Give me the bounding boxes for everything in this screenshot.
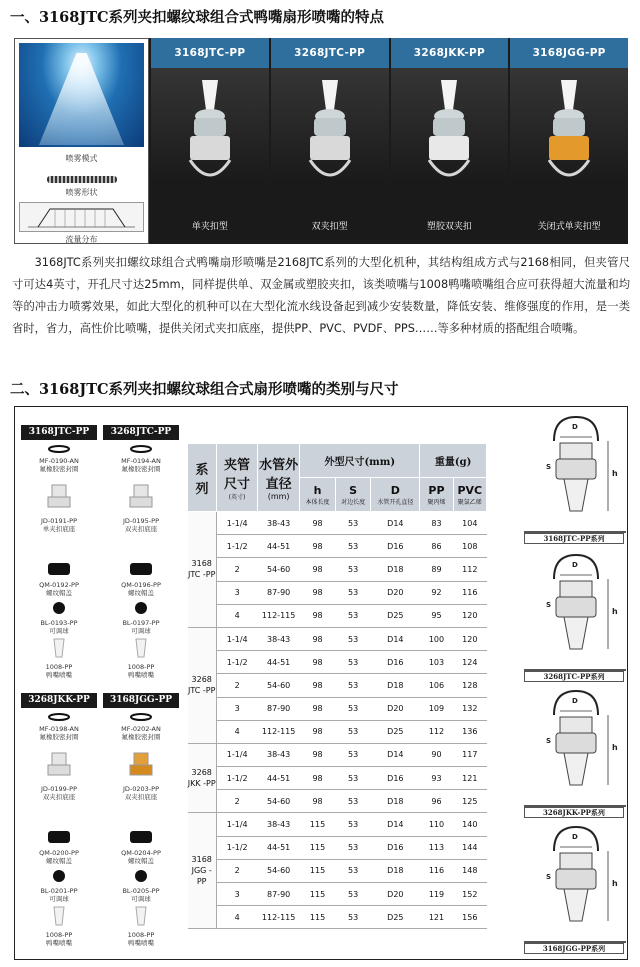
table-cell: 115 — [300, 836, 336, 859]
col-pvc: PVC 聚氯乙烯 — [453, 478, 486, 512]
part-code: BL-0193-PP — [40, 619, 78, 627]
dim-s-label: S — [546, 463, 552, 471]
table-cell: 53 — [335, 674, 371, 697]
part-desc: 螺纹帽盖 — [46, 589, 72, 597]
part-item — [19, 869, 99, 903]
part-image — [101, 601, 181, 617]
table-cell: 112-115 — [258, 720, 300, 743]
model-name: 3168JGG-PP — [510, 38, 628, 68]
part-item — [101, 601, 181, 635]
part-image — [101, 561, 181, 579]
table-cell: 106 — [420, 674, 453, 697]
table-row — [188, 906, 487, 929]
diagram-label: 3268JKK-PP系列 — [524, 807, 624, 818]
table-row — [188, 604, 487, 627]
dim-s-label: S — [546, 601, 552, 609]
part-code: QM-0204-PP — [121, 849, 161, 857]
table-cell: 54-60 — [258, 790, 300, 813]
dimension-diagram — [524, 549, 626, 671]
table-cell: 98 — [300, 535, 336, 558]
part-item — [19, 751, 99, 801]
table-row — [188, 535, 487, 558]
nozzle-photo — [419, 78, 479, 198]
part-item — [101, 869, 181, 903]
table-cell: 54-60 — [258, 674, 300, 697]
nozzle-photo — [180, 78, 240, 198]
table-cell: 87-90 — [258, 883, 300, 906]
table-cell: 117 — [453, 743, 486, 766]
table-cell: 53 — [335, 627, 371, 650]
table-cell: D14 — [371, 627, 420, 650]
table-cell: 53 — [335, 604, 371, 627]
table-cell: 4 — [216, 906, 257, 929]
col-h: h 本体长度 — [300, 478, 336, 512]
part-image — [19, 483, 99, 515]
table-cell: 3 — [216, 581, 257, 604]
table-cell: 53 — [335, 720, 371, 743]
model-caption: 塑胶双夹扣 — [426, 222, 472, 232]
dimension-diagram — [524, 411, 626, 533]
table-cell: 3 — [216, 697, 257, 720]
part-desc: 鸭嘴喷嘴 — [128, 671, 154, 679]
table-row — [188, 813, 487, 836]
table-cell: 98 — [300, 558, 336, 581]
table-row — [188, 697, 487, 720]
model-caption: 单夹扣型 — [191, 222, 228, 232]
part-code: JD-0199-PP — [41, 785, 77, 793]
dimension-diagram — [524, 821, 626, 943]
table-cell: 152 — [453, 883, 486, 906]
part-item — [101, 829, 181, 865]
table-cell: 1-1/4 — [216, 627, 257, 650]
part-desc: 可调球 — [49, 627, 69, 635]
specification-panel — [14, 406, 628, 960]
table-cell: D14 — [371, 743, 420, 766]
dim-h-label: h — [612, 743, 618, 752]
part-code: BL-0197-PP — [122, 619, 160, 627]
part-desc: 螺纹帽盖 — [46, 857, 72, 865]
part-desc: 氟橡胶密封圈 — [121, 465, 161, 473]
table-cell: 38-43 — [258, 512, 300, 535]
part-desc: 单夹扣底座 — [42, 525, 76, 533]
part-code: QM-0196-PP — [121, 581, 161, 589]
part-code: 1008-PP — [127, 663, 155, 671]
part-image — [101, 713, 181, 723]
table-row — [188, 743, 487, 766]
dimension-diagram — [524, 685, 626, 807]
part-code: 1008-PP — [127, 931, 155, 939]
table-cell: 98 — [300, 604, 336, 627]
table-cell: 115 — [300, 883, 336, 906]
table-cell: 90 — [420, 743, 453, 766]
table-cell: D16 — [371, 767, 420, 790]
table-cell: D16 — [371, 535, 420, 558]
table-cell: D16 — [371, 836, 420, 859]
part-image — [19, 561, 99, 579]
table-cell: 53 — [335, 859, 371, 882]
table-cell: 125 — [453, 790, 486, 813]
model-name: 3268JKK-PP — [391, 38, 509, 68]
part-item — [101, 905, 181, 947]
table-cell: D14 — [371, 512, 420, 535]
table-cell: D25 — [371, 604, 420, 627]
part-code: MF-0202-AN — [121, 725, 161, 733]
part-desc: 可调球 — [131, 895, 151, 903]
part-image — [19, 869, 99, 885]
part-image — [101, 905, 181, 929]
table-cell: 121 — [420, 906, 453, 929]
part-desc: 螺纹帽盖 — [128, 589, 154, 597]
table-cell: D18 — [371, 859, 420, 882]
table-cell: D25 — [371, 720, 420, 743]
table-cell: 120 — [453, 604, 486, 627]
part-item — [19, 483, 99, 533]
part-desc: 可调球 — [49, 895, 69, 903]
table-cell: 112 — [420, 720, 453, 743]
part-code: JD-0203-PP — [123, 785, 159, 793]
col-dims: 外型尺寸(mm) — [300, 444, 420, 478]
table-row — [188, 558, 487, 581]
series-name: 3268 JTC -PP — [188, 627, 217, 743]
table-cell: 100 — [420, 627, 453, 650]
table-cell: 83 — [420, 512, 453, 535]
table-row — [188, 627, 487, 650]
table-cell: 53 — [335, 883, 371, 906]
table-cell: 1-1/2 — [216, 836, 257, 859]
part-desc: 双夹扣底座 — [124, 793, 158, 801]
table-cell: 103 — [420, 651, 453, 674]
part-item — [101, 561, 181, 597]
part-image — [101, 869, 181, 885]
part-item — [101, 483, 181, 533]
table-row — [188, 859, 487, 882]
series-name: 3168 JGG -PP — [188, 813, 217, 929]
table-cell: 93 — [420, 767, 453, 790]
table-cell: 98 — [300, 767, 336, 790]
table-cell: 53 — [335, 836, 371, 859]
col-pipe: 水管外直径 (mm) — [258, 444, 300, 512]
table-row — [188, 512, 487, 535]
table-cell: 53 — [335, 581, 371, 604]
table-cell: D16 — [371, 651, 420, 674]
nozzle-photo — [539, 78, 599, 198]
model-caption: 关闭式单夹扣型 — [537, 222, 601, 232]
part-image — [19, 905, 99, 929]
spray-photo — [19, 43, 144, 147]
part-image — [101, 445, 181, 455]
part-code: MF-0190-AN — [39, 457, 79, 465]
table-cell: 98 — [300, 512, 336, 535]
table-cell: 156 — [453, 906, 486, 929]
table-cell: 1-1/4 — [216, 512, 257, 535]
table-cell: 140 — [453, 813, 486, 836]
table-cell: 98 — [300, 720, 336, 743]
part-image — [19, 601, 99, 617]
part-desc: 螺纹帽盖 — [128, 857, 154, 865]
part-item — [101, 713, 181, 741]
table-cell: 1-1/4 — [216, 743, 257, 766]
part-code: MF-0194-AN — [121, 457, 161, 465]
model-name: 3168JTC-PP — [151, 38, 269, 68]
dim-h-label: h — [612, 469, 618, 478]
table-cell: 53 — [335, 535, 371, 558]
table-cell: 53 — [335, 906, 371, 929]
part-image — [19, 713, 99, 723]
table-cell: 1-1/2 — [216, 535, 257, 558]
table-cell: 38-43 — [258, 627, 300, 650]
table-cell: 116 — [420, 859, 453, 882]
table-cell: 96 — [420, 790, 453, 813]
model-column — [510, 38, 628, 244]
table-cell: 128 — [453, 674, 486, 697]
table-cell: D25 — [371, 906, 420, 929]
part-image — [101, 637, 181, 661]
table-cell: 53 — [335, 790, 371, 813]
dim-s-label: S — [546, 737, 552, 745]
table-cell: 2 — [216, 790, 257, 813]
part-item — [19, 445, 99, 473]
table-cell: 92 — [420, 581, 453, 604]
table-cell: 53 — [335, 767, 371, 790]
table-cell: 115 — [300, 859, 336, 882]
model-column — [271, 38, 389, 244]
spray-shape-label: 喷雾形状 — [65, 188, 98, 197]
table-cell: 115 — [300, 813, 336, 836]
table-cell: 44-51 — [258, 535, 300, 558]
diagram-label: 3168JTC-PP系列 — [524, 533, 624, 544]
table-cell: 3 — [216, 883, 257, 906]
table-cell: 2 — [216, 558, 257, 581]
table-cell: 53 — [335, 743, 371, 766]
part-image — [19, 637, 99, 661]
table-cell: 87-90 — [258, 581, 300, 604]
part-desc: 鸭嘴喷嘴 — [128, 939, 154, 947]
table-cell: 89 — [420, 558, 453, 581]
spray-mode-label: 喷雾模式 — [65, 154, 98, 163]
table-cell: 2 — [216, 674, 257, 697]
table-cell: 136 — [453, 720, 486, 743]
dimension-diagrams — [520, 407, 626, 959]
col-pp: PP 聚丙烯 — [420, 478, 453, 512]
part-item — [19, 905, 99, 947]
table-cell: 108 — [453, 535, 486, 558]
table-cell: 121 — [453, 767, 486, 790]
part-image — [19, 751, 99, 783]
table-cell: 53 — [335, 697, 371, 720]
table-cell: D14 — [371, 813, 420, 836]
table-cell: 98 — [300, 790, 336, 813]
table-cell: 132 — [453, 697, 486, 720]
table-cell: 112-115 — [258, 906, 300, 929]
table-cell: 144 — [453, 836, 486, 859]
diagram-label: 3268JTC-PP系列 — [524, 671, 624, 682]
table-cell: 1-1/4 — [216, 813, 257, 836]
col-clamp: 夹管尺寸 (英寸) — [216, 444, 257, 512]
part-desc: 氟橡胶密封圈 — [39, 465, 79, 473]
part-code: 1008-PP — [45, 931, 73, 939]
model-name: 3268JTC-PP — [271, 38, 389, 68]
table-cell: 44-51 — [258, 651, 300, 674]
parts-header: 3168JTC-PP — [21, 425, 97, 440]
spray-shape-image — [47, 176, 117, 183]
table-cell: 98 — [300, 581, 336, 604]
table-cell: 53 — [335, 813, 371, 836]
part-image — [101, 483, 181, 515]
part-item — [19, 713, 99, 741]
spray-info-box — [14, 38, 149, 244]
flow-distribution-label: 流量分布 — [65, 235, 98, 244]
table-row — [188, 651, 487, 674]
model-column — [151, 38, 269, 244]
dim-d-label: D — [572, 697, 578, 705]
table-cell: D18 — [371, 790, 420, 813]
part-desc: 双夹扣底座 — [42, 793, 76, 801]
table-row — [188, 883, 487, 906]
table-cell: 98 — [300, 674, 336, 697]
table-cell: D20 — [371, 883, 420, 906]
part-code: MF-0198-AN — [39, 725, 79, 733]
part-item — [19, 561, 99, 597]
series-name: 3168 JTC -PP — [188, 512, 217, 628]
dim-h-label: h — [612, 607, 618, 616]
part-desc: 鸭嘴喷嘴 — [46, 939, 72, 947]
series-description: 3168JTC系列夹扣螺纹球组合式鸭嘴扇形喷嘴是2168JTC系列的大型化机种，其结构组成方式与2168相同，但夹管尺寸可达4英寸，开孔尺寸达25mm，同样提供单、双金属或塑胶夹扣，该类喷嘴与1008鸭嘴喷嘴组合应可获得超大流量和均等的冲击力喷雾效果，如此大型化的机种可以在大型化流水线设备起到减少安装数量，降低安装、维修强度的作用，是一类省时，省力，高性价比喷嘴，提供关闭式夹扣底座，提供PP、PVC、PVDF、PPS……等多种材质的搭配组合喷嘴。 — [12, 256, 630, 335]
part-item — [19, 829, 99, 865]
table-cell: D20 — [371, 581, 420, 604]
part-item — [101, 445, 181, 473]
table-cell: 53 — [335, 512, 371, 535]
col-d: D 水管开孔直径 — [371, 478, 420, 512]
part-desc: 鸭嘴喷嘴 — [46, 671, 72, 679]
table-cell: 44-51 — [258, 836, 300, 859]
table-cell: 98 — [300, 697, 336, 720]
table-cell: 110 — [420, 813, 453, 836]
table-cell: 53 — [335, 558, 371, 581]
table-row — [188, 836, 487, 859]
col-s: S 对边长度 — [335, 478, 371, 512]
table-cell: 87-90 — [258, 697, 300, 720]
model-caption: 双夹扣型 — [311, 222, 348, 232]
table-cell: 98 — [300, 651, 336, 674]
part-image — [19, 829, 99, 847]
model-column — [391, 38, 509, 244]
table-cell: D18 — [371, 674, 420, 697]
table-cell: 53 — [335, 651, 371, 674]
dim-d-label: D — [572, 561, 578, 569]
table-row — [188, 674, 487, 697]
part-desc: 氟橡胶密封圈 — [121, 733, 161, 741]
part-code: JD-0195-PP — [123, 517, 159, 525]
part-image — [19, 445, 99, 455]
col-series: 系列 — [188, 444, 217, 512]
table-cell: 1-1/2 — [216, 651, 257, 674]
table-cell: 115 — [300, 906, 336, 929]
table-cell: 112 — [453, 558, 486, 581]
part-code: 1008-PP — [45, 663, 73, 671]
section-1-title: 一、3168JTC系列夹扣螺纹球组合式鸭嘴扇形喷嘴的特点 — [10, 9, 385, 26]
table-cell: 98 — [300, 627, 336, 650]
table-cell: 2 — [216, 859, 257, 882]
dim-s-label: S — [546, 873, 552, 881]
table-cell: 38-43 — [258, 813, 300, 836]
part-code: BL-0201-PP — [40, 887, 78, 895]
table-cell: 54-60 — [258, 859, 300, 882]
part-code: QM-0200-PP — [39, 849, 79, 857]
col-weight: 重量(g) — [420, 444, 487, 478]
series-name: 3268 JKK -PP — [188, 743, 217, 813]
table-cell: D20 — [371, 697, 420, 720]
table-cell: 109 — [420, 697, 453, 720]
table-cell: 104 — [453, 512, 486, 535]
parts-header: 3168JGG-PP — [103, 693, 179, 708]
table-cell: 4 — [216, 604, 257, 627]
part-desc: 双夹扣底座 — [124, 525, 158, 533]
table-cell: 113 — [420, 836, 453, 859]
nozzle-photo — [300, 78, 360, 198]
part-image — [101, 829, 181, 847]
table-cell: 4 — [216, 720, 257, 743]
dim-h-label: h — [612, 879, 618, 888]
table-cell: 86 — [420, 535, 453, 558]
section-2-title: 二、3168JTC系列夹扣螺纹球组合式扇形喷嘴的类别与尺寸 — [10, 381, 399, 398]
dim-d-label: D — [572, 423, 578, 431]
table-cell: 95 — [420, 604, 453, 627]
table-cell: 44-51 — [258, 767, 300, 790]
spec-table — [187, 443, 487, 929]
part-code: QM-0192-PP — [39, 581, 79, 589]
table-cell: 148 — [453, 859, 486, 882]
parts-header: 3268JKK-PP — [21, 693, 97, 708]
table-cell: 54-60 — [258, 558, 300, 581]
table-cell: 119 — [420, 883, 453, 906]
part-image — [101, 751, 181, 783]
part-item — [101, 751, 181, 801]
part-code: JD-0191-PP — [41, 517, 77, 525]
table-cell: D18 — [371, 558, 420, 581]
table-cell: 124 — [453, 651, 486, 674]
table-cell: 38-43 — [258, 743, 300, 766]
table-row — [188, 767, 487, 790]
table-cell: 1-1/2 — [216, 767, 257, 790]
table-row — [188, 790, 487, 813]
table-cell: 112-115 — [258, 604, 300, 627]
flow-distribution-chart — [19, 202, 144, 232]
dim-d-label: D — [572, 833, 578, 841]
parts-list — [17, 409, 185, 957]
part-item — [19, 637, 99, 679]
part-code: BL-0205-PP — [122, 887, 160, 895]
part-desc: 可调球 — [131, 627, 151, 635]
part-desc: 氟橡胶密封圈 — [39, 733, 79, 741]
spec-table-wrap — [187, 443, 487, 955]
parts-header: 3268JTC-PP — [103, 425, 179, 440]
part-item — [101, 637, 181, 679]
diagram-label: 3168JGG-PP系列 — [524, 943, 624, 954]
table-row — [188, 581, 487, 604]
table-cell: 120 — [453, 627, 486, 650]
table-cell: 116 — [453, 581, 486, 604]
table-row — [188, 720, 487, 743]
model-overview-panel — [14, 38, 628, 244]
table-cell: 98 — [300, 743, 336, 766]
part-item — [19, 601, 99, 635]
